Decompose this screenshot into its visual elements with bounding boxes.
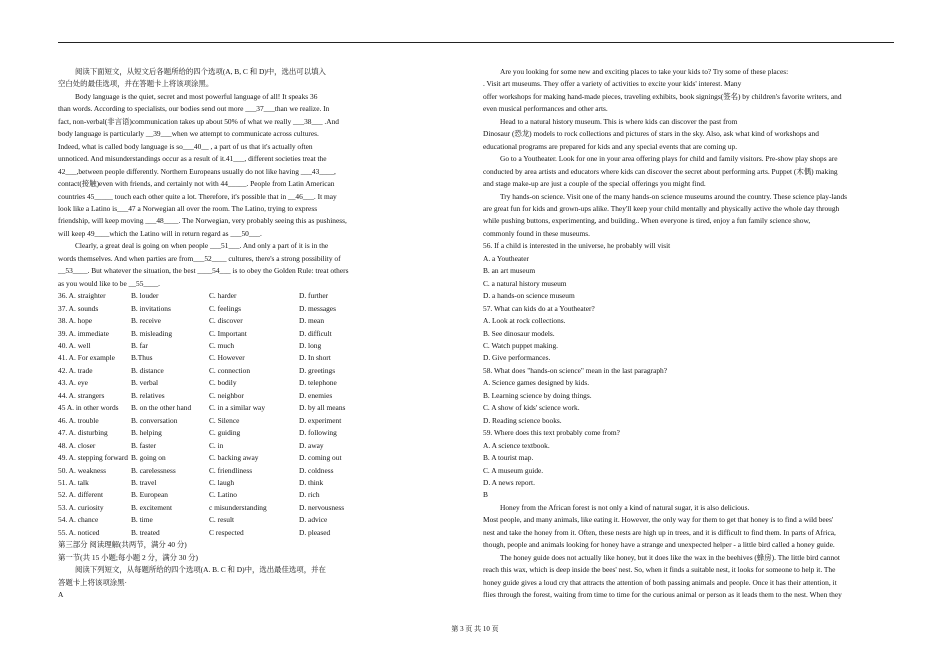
left-column <box>58 66 378 601</box>
option-choice: 41. A. For example <box>58 353 115 363</box>
option-choice: 40. A. well <box>58 340 91 350</box>
reading-line: reach this wax, which is deep inside the bees' nest. So, when it finds a suitable nest, it looks for someone to help it. The <box>483 565 836 575</box>
option-choice: D. difficult <box>299 328 332 338</box>
option-choice: 55. A. noticed <box>58 527 100 537</box>
option-choice: C. harder <box>209 291 237 301</box>
passage-line: unnoticed. And misunderstandings occur as a result of it.41___, different societies treat the <box>58 154 327 164</box>
reading-line: Most people, and many animals, like eating it. However, the only way for them to get that honey is to find a wild bees' <box>483 515 834 525</box>
option-choice: D. telephone <box>299 378 337 388</box>
option-row <box>58 402 378 414</box>
option-choice: C. bodily <box>209 378 237 388</box>
option-choice: B. far <box>131 340 148 350</box>
option-choice: 51. A. talk <box>58 477 89 487</box>
option-choice: B. invitations <box>131 303 171 313</box>
reading-line: D. a hands-on science museum <box>483 291 575 301</box>
option-choice: D. long <box>299 340 322 350</box>
reading-line: Try hands-on science. Visit one of the many hands-on science museums around the country. These science play-lands <box>500 191 848 201</box>
option-choice: D. further <box>299 291 329 301</box>
reading-line: . Visit art museums. They offer a variety of activities to excite your kids' interest. Many <box>483 79 742 89</box>
reading-line: commonly found in these museums. <box>483 228 590 238</box>
option-row <box>58 340 378 352</box>
option-row <box>58 452 378 464</box>
option-choice: D. rich <box>299 490 320 500</box>
option-choice: D. coldness <box>299 465 334 475</box>
option-choice: B. treated <box>131 527 160 537</box>
option-choice: D. by all means <box>299 403 346 413</box>
option-choice: B. louder <box>131 291 159 301</box>
reading-line: Are you looking for some new and exciting places to take your kids to? Try some of these places: <box>500 67 789 76</box>
reading-line: C. A show of kids' science work. <box>483 403 580 413</box>
option-row <box>58 290 378 302</box>
option-row <box>58 352 378 364</box>
passage-line: 42___,between people differently. Northern Europeans usually do not like having ___43____, <box>58 166 336 176</box>
reading-line: D. A news report. <box>483 477 535 487</box>
reading-line: are great fun for kids and grown-ups alike. They'll keep your child mentally and physically active the whole day through <box>483 203 840 213</box>
option-choice: C. connection <box>209 365 251 375</box>
cloze-instructions <box>58 66 378 91</box>
reading-line: nest and take the honey from it. Often, these nests are high up in trees, and it is difficult to find them. In parts of Africa, <box>483 527 836 537</box>
option-choice: B. conversation <box>131 415 178 425</box>
option-choice: D. experiment <box>299 415 342 425</box>
passage-line: Indeed, what is called body language is so___40__ , a part of us that it's actually often <box>58 141 313 151</box>
reading-instructions <box>58 564 378 589</box>
option-choice: B. travel <box>131 477 157 487</box>
option-choice: B. going on <box>131 453 166 463</box>
option-choice: C respected <box>209 527 244 537</box>
cloze-options <box>58 290 378 539</box>
right-column <box>483 66 895 601</box>
option-choice: B. relatives <box>131 390 165 400</box>
option-choice: 45 A. in other words <box>58 403 119 413</box>
reading-line: C. Watch puppet making. <box>483 340 559 350</box>
section-letter: A <box>58 590 64 600</box>
reading-line: honey guide gives a loud cry that attracts the attention of both passing animals and people. Once it has their attention, it <box>483 577 837 587</box>
option-choice: B. helping <box>131 428 162 438</box>
option-choice: D. away <box>299 440 324 450</box>
option-choice: C. laugh <box>209 477 235 487</box>
reading-line: flies through the forest, waiting from time to time for the curious animal or person as it leads them to the nest. When they <box>483 590 842 600</box>
option-choice: C. backing away <box>209 453 259 463</box>
option-choice: B. verbal <box>131 378 159 388</box>
option-choice: D. mean <box>299 316 325 326</box>
option-choice: B.Thus <box>131 353 153 363</box>
option-choice: 47. A. disturbing <box>58 428 108 438</box>
option-choice: C. much <box>209 340 235 350</box>
option-choice: D. coming out <box>299 453 342 463</box>
reading-line: A. a Youtheater <box>483 253 529 263</box>
option-choice: 38. A. hope <box>58 316 93 326</box>
option-choice: 52. A. different <box>58 490 104 500</box>
option-choice: B. European <box>131 490 168 500</box>
cloze-passage <box>58 91 378 290</box>
passage-line: look like a Latino is___47 a Norwegian all over the room. The Latino, trying to express <box>58 203 318 213</box>
reading-line: 58. What does "hands-on science" mean in the last paragraph? <box>483 365 668 375</box>
reading-line: The honey guide does not actually like honey, but it does like the wax in the beehives (蜂房). The little bird cannot <box>500 552 840 562</box>
option-choice: 42. A. trade <box>58 365 93 375</box>
option-row <box>58 465 378 477</box>
passage-line: countries 45_____ touch each other quite a lot. Therefore, it's possible that in __46___. It may <box>58 191 337 201</box>
option-choice: D. greetings <box>299 365 336 375</box>
option-choice: C. discover <box>209 316 243 326</box>
reading-line: B. A tourist map. <box>483 453 534 463</box>
section-heading <box>58 539 378 564</box>
option-choice: B. faster <box>131 440 157 450</box>
reading-line: offer workshops for making hand-made pieces, traveling exhibits, book signings(签名) by children's favorite writers, and <box>483 91 842 101</box>
option-choice: B. carelessness <box>131 465 176 475</box>
section-line: 第一节(共 15 小题;每小题 2 分，满分 30 分) <box>58 552 199 562</box>
option-row <box>58 303 378 315</box>
header-rule <box>58 42 894 43</box>
option-choice: 44. A. strangers <box>58 390 105 400</box>
option-choice: 54. A. chance <box>58 515 99 525</box>
option-choice: B. misleading <box>131 328 173 338</box>
option-choice: C. Silence <box>209 415 240 425</box>
option-row <box>58 315 378 327</box>
option-choice: 43. A. eye <box>58 378 88 388</box>
option-row <box>58 365 378 377</box>
option-choice: D. enemies <box>299 390 333 400</box>
reading-line: 59. Where does this text probably come from? <box>483 428 620 438</box>
reading-line: D. Give performances. <box>483 353 551 363</box>
option-choice: C. feelings <box>209 303 242 313</box>
option-choice: C. Latino <box>209 490 237 500</box>
option-choice: 37. A. sounds <box>58 303 99 313</box>
passage-line: than words. According to specialists, our bodies send out more ___37___than we realize. In <box>58 104 330 114</box>
reading-line: 57. What can kids do at a Youtheater? <box>483 303 595 313</box>
option-choice: 36. A. straighter <box>58 291 106 301</box>
passage-line: __53____. But whatever the situation, the best ____54___ is to obey the Golden Rule: treat others <box>58 266 349 276</box>
reading-line: B. Learning science by doing things. <box>483 390 592 400</box>
instruction-line: 阅读下列短文，从每题所给的四个选项(A. B. C 和 D)中，选出最佳选项，并在 <box>75 565 326 575</box>
option-choice: D. advice <box>299 515 328 525</box>
option-row <box>58 477 378 489</box>
option-choice: C. in a similar way <box>209 403 266 413</box>
option-choice: C. result <box>209 515 235 525</box>
reading-line: A. Science games designed by kids. <box>483 378 590 388</box>
reading-line: B <box>483 490 488 500</box>
instruction-line: 答题卡上将该项涂黑· <box>58 577 127 587</box>
option-choice: C. Important <box>209 328 247 338</box>
passage-line: words themselves. And when parties are from___52____ cultures, there's a strong possibility of <box>58 253 341 263</box>
reading-line: conducted by area artists and educators where kids can discover the secret about performing arts. Puppet (木偶) making <box>483 166 838 176</box>
reading-line: educational programs are prepared for kids and any special events that are coming up. <box>483 141 738 151</box>
passage-line: friendship, will keep moving ___48____. The Norwegian, very probably seeing this as pushiness, <box>58 216 347 226</box>
passage-line: contact(接触)even with friends, and certainly not with 44_____. People from Latin American <box>58 179 335 189</box>
option-row <box>58 415 378 427</box>
instruction-line: 空白处的最佳选项，并在答题卡上将该项涂黑。 <box>58 79 214 89</box>
option-choice: 53. A. curiosity <box>58 502 104 512</box>
option-choice: D. think <box>299 477 324 487</box>
passage-line: body language is particularly __39___when we attempt to communicate across cultures. <box>58 129 319 139</box>
option-choice: D. pleased <box>299 527 331 537</box>
reading-line: Honey from the African forest is not only a kind of natural sugar, it is also delicious. <box>500 502 750 512</box>
option-choice: D. messages <box>299 303 336 313</box>
option-row <box>58 390 378 402</box>
reading-line: 56. If a child is interested in the universe, he probably will visit <box>483 241 671 251</box>
reading-line: Dinosaur (恐龙) models to rock collections and pictures of stars in the sky. Also, ask what kind of workshops and <box>483 129 819 139</box>
section-line: 第三部分 阅读理解(共两节，满分 40 分) <box>58 540 187 550</box>
option-row <box>58 427 378 439</box>
passage-line: as you would like to be __55____. <box>58 278 161 288</box>
option-choice: D. following <box>299 428 337 438</box>
option-row <box>58 502 378 514</box>
reading-line: even musical performances and other arts. <box>483 104 608 114</box>
page-number: 第 3 页 共 10 页 <box>451 625 499 633</box>
reading-line: and stage make-up are just a couple of the special offerings you might find. <box>483 179 706 189</box>
option-choice: B. excitement <box>131 502 173 512</box>
reading-line: A. A science textbook. <box>483 440 550 450</box>
option-choice: 46. A. trouble <box>58 415 99 425</box>
passage-line: Body language is the quiet, secret and most powerful language of all! It speaks 36 <box>75 91 318 101</box>
reading-line: Go to a Youtheater. Look for one in your area offering plays for child and family visitors. Pre-show play shops are <box>500 154 838 164</box>
option-choice: C. friendliness <box>209 465 253 475</box>
passage-line: fact, non-verbal(非言语)communication takes up about 50% of what we really ___38___ .And <box>58 116 339 126</box>
option-row <box>58 489 378 501</box>
option-choice: B. receive <box>131 316 161 326</box>
option-choice: 39. A. immediate <box>58 328 109 338</box>
option-row <box>58 514 378 526</box>
reading-line: C. A museum guide. <box>483 465 544 475</box>
reading-line: B. an art museum <box>483 266 536 276</box>
option-choice: C. guiding <box>209 428 241 438</box>
reading-line: D. Reading science books. <box>483 415 562 425</box>
reading-line: Head to a natural history museum. This is where kids can discover the past from <box>500 116 738 126</box>
option-choice: C. neighbor <box>209 390 244 400</box>
option-choice: B. on the other hand <box>131 403 192 413</box>
option-choice: 49. A. stepping forward <box>58 453 128 463</box>
reading-line: B. See dinosaur models. <box>483 328 555 338</box>
option-choice: C. However <box>209 353 245 363</box>
option-row <box>58 328 378 340</box>
instruction-line: 阅读下面短文，从短文后各题所给的四个选项(A, B, C 和 D)中，选出可以填入 <box>75 67 326 76</box>
reading-line: A. Look at rock collections. <box>483 316 566 326</box>
reading-line: though, people and animals looking for honey have a strange and unexpected helper - a little bird called a honey guide. <box>483 540 835 550</box>
option-choice: B. distance <box>131 365 164 375</box>
passage-line: will keep 49____which the Latino will in return regard as ___50___. <box>58 228 262 238</box>
option-choice: D. In short <box>299 353 331 363</box>
passage-line: Clearly, a great deal is going on when people ___51___. And only a part of it is in the <box>75 241 329 251</box>
option-choice: D. nervousness <box>299 502 345 512</box>
reading-line: while pushing buttons, experimenting, and building.. When everyone is tired, enjoy a fun family science show, <box>483 216 811 226</box>
option-choice: 50. A. weakness <box>58 465 107 475</box>
option-row <box>58 377 378 389</box>
option-row <box>58 527 378 539</box>
option-choice: C. in <box>209 440 224 450</box>
option-choice: c misunderstanding <box>209 502 267 512</box>
option-choice: B. time <box>131 515 153 525</box>
option-choice: 48. A. closer <box>58 440 96 450</box>
option-row <box>58 440 378 452</box>
reading-line: C. a natural history museum <box>483 278 567 288</box>
